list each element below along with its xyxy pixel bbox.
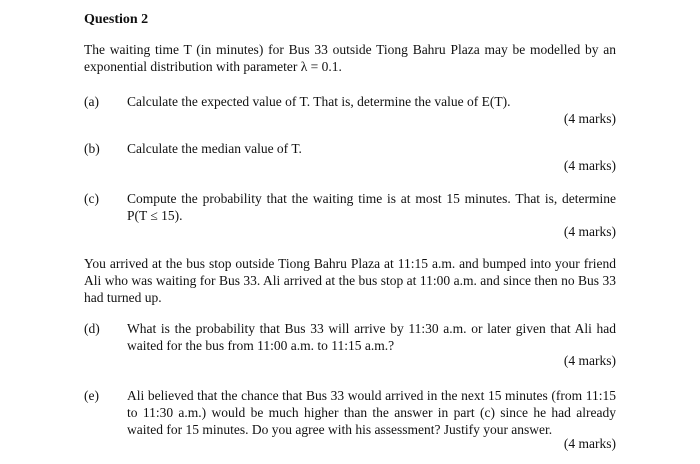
part-a-text: Calculate the expected value of T. That is, determine the value of E(T). xyxy=(127,94,511,109)
part-a-label: (a) xyxy=(84,94,99,109)
part-b-marks: (4 marks) xyxy=(563,158,616,173)
part-b-text: Calculate the median value of T. xyxy=(127,141,302,156)
part-d-marks: (4 marks) xyxy=(563,353,616,368)
part-c-label: (c) xyxy=(84,191,99,206)
part-c-marks: (4 marks) xyxy=(563,224,616,239)
part-e-label: (e) xyxy=(84,388,99,403)
part-b-label: (b) xyxy=(84,141,100,156)
part-e-text: Ali believed that the chance that Bus 33 would arrived in the next 15 minutes (from 11:15 to 11:30 a.m.) would be much higher than the answer in part (c) since he had already waited for 15 minutes. Do you agree with his assessment? Justify your answer. xyxy=(127,388,616,437)
part-d-label: (d) xyxy=(84,321,100,336)
part-e-marks: (4 marks) xyxy=(563,436,616,451)
part-a-marks: (4 marks) xyxy=(563,111,616,126)
part-c-text: Compute the probability that the waiting time is at most 15 minutes. That is, determine P(T ≤ 15). xyxy=(127,191,616,223)
question-heading: Question 2 xyxy=(84,12,149,27)
intro-paragraph: The waiting time T (in minutes) for Bus 33 outside Tiong Bahru Plaza may be modelled by an exponential distribution with parameter λ = 0.1. xyxy=(84,42,616,74)
scenario-paragraph: You arrived at the bus stop outside Tiong Bahru Plaza at 11:15 a.m. and bumped into your friend Ali who was waiting for Bus 33. Ali arrived at the bus stop at 11:00 a.m. and since then no Bus 33 had turned up. xyxy=(84,256,616,305)
part-d-text: What is the probability that Bus 33 will arrive by 11:30 a.m. or later given that Ali had waited for the bus from 11:00 a.m. to 11:15 a.m.? xyxy=(127,321,616,353)
